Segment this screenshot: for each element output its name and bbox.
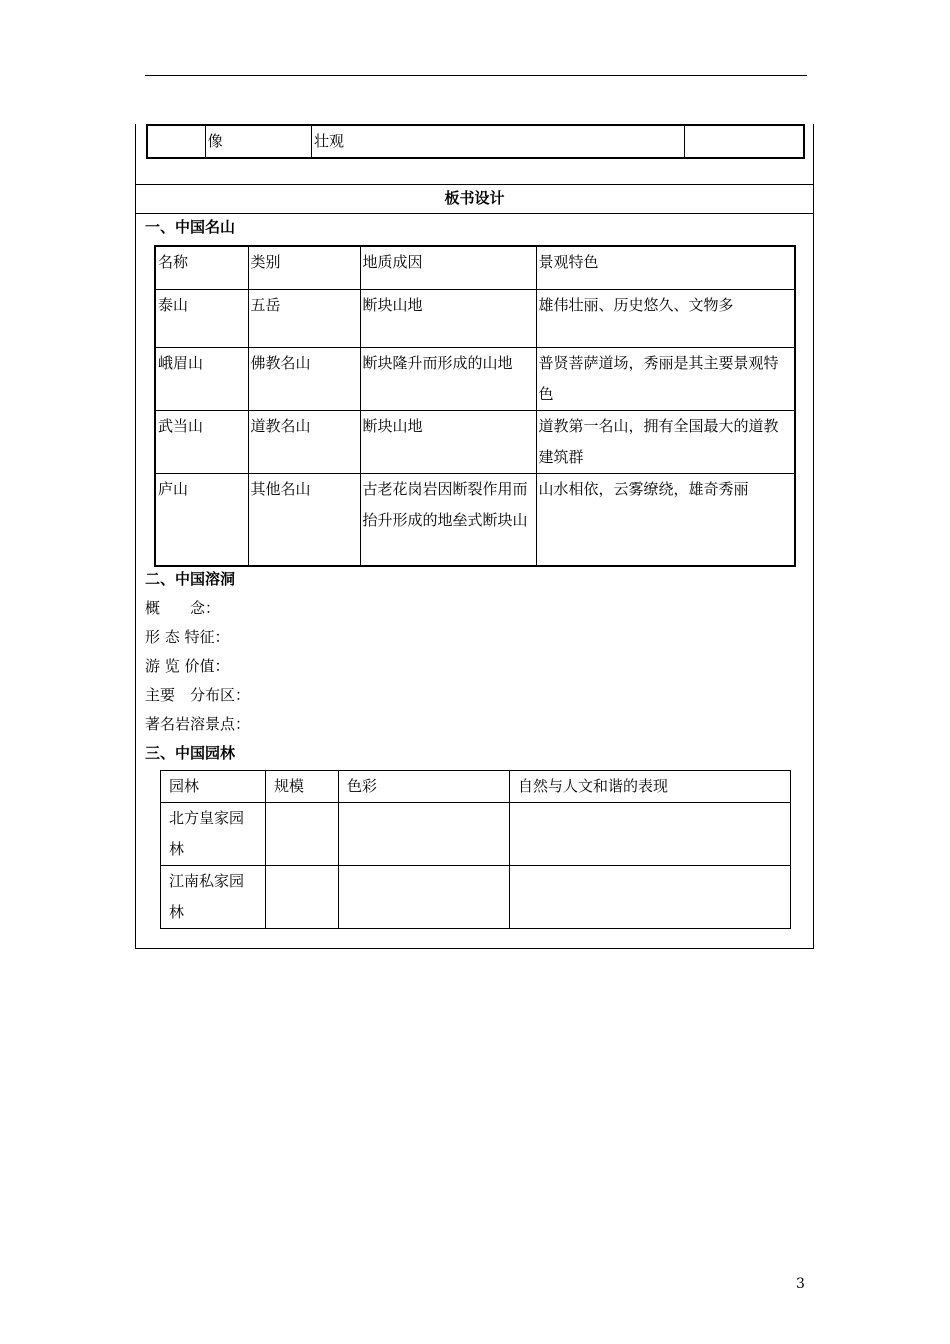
table-cell: 道教名山	[248, 410, 360, 473]
section-heading-gardens: 三、中国园林	[145, 744, 236, 762]
mountains-table	[154, 245, 796, 567]
table-cell: 雄伟壮丽、历史悠久、文物多	[536, 289, 795, 347]
table-header-row	[161, 771, 791, 803]
column-header: 园林	[161, 771, 266, 803]
table-cell	[685, 125, 804, 158]
cave-item-value: 游 览 价值：	[145, 657, 230, 675]
table-cell: 武当山	[155, 410, 248, 473]
table-cell: 北方皇家园林	[161, 803, 266, 866]
table-header-row	[155, 246, 795, 289]
divider	[135, 213, 814, 214]
table-cell: 普贤菩萨道场，秀丽是其主要景观特色	[536, 347, 795, 410]
column-header: 类别	[248, 246, 360, 289]
table-cell	[510, 803, 791, 866]
column-header: 规模	[266, 771, 339, 803]
section-heading-mountains: 一、中国名山	[145, 218, 236, 236]
table-cell: 壮观	[311, 125, 684, 158]
cave-item-sites: 著名岩溶景点：	[145, 715, 251, 733]
cave-item-features: 形 态 特征：	[145, 628, 230, 646]
table-cell: 道教第一名山，拥有全国最大的道教建筑群	[536, 410, 795, 473]
table-cell: 古老花岗岩因断裂作用而抬升形成的地垒式断块山	[360, 473, 536, 566]
table-cell: 其他名山	[248, 473, 360, 566]
table-cell: 山水相依，云雾缭绕，雄奇秀丽	[536, 473, 795, 566]
table-cell: 断块隆升而形成的山地	[360, 347, 536, 410]
table-row	[155, 289, 795, 347]
table-row	[161, 866, 791, 929]
table-cell	[510, 866, 791, 929]
board-title: 板书设计	[444, 189, 505, 207]
page-number: 3	[796, 1276, 805, 1292]
table-row	[155, 473, 795, 566]
column-header: 名称	[155, 246, 248, 289]
table-cell: 五岳	[248, 289, 360, 347]
table-cell: 庐山	[155, 473, 248, 566]
table-cell	[266, 803, 339, 866]
column-header: 景观特色	[536, 246, 795, 289]
table-cell: 峨眉山	[155, 347, 248, 410]
column-header: 地质成因	[360, 246, 536, 289]
cave-item-distribution: 主要 分布区：	[145, 686, 251, 704]
table-row	[155, 347, 795, 410]
header-rule	[145, 75, 807, 76]
table-cell	[266, 866, 339, 929]
table-cell	[339, 803, 510, 866]
table-row	[161, 803, 791, 866]
table-cell: 泰山	[155, 289, 248, 347]
column-header: 色彩	[339, 771, 510, 803]
table-row	[155, 410, 795, 473]
table-cell: 像	[205, 125, 311, 158]
table-cell: 断块山地	[360, 289, 536, 347]
table-row	[147, 125, 804, 158]
table-cell	[339, 866, 510, 929]
section-heading-caves: 二、中国溶洞	[145, 570, 236, 588]
table-cell: 断块山地	[360, 410, 536, 473]
top-table	[146, 124, 805, 159]
cave-item-concept: 概 念：	[145, 599, 221, 617]
column-header: 自然与人文和谐的表现	[510, 771, 791, 803]
gardens-table	[160, 770, 791, 929]
table-cell: 江南私家园林	[161, 866, 266, 929]
table-cell: 佛教名山	[248, 347, 360, 410]
table-cell	[147, 125, 205, 158]
